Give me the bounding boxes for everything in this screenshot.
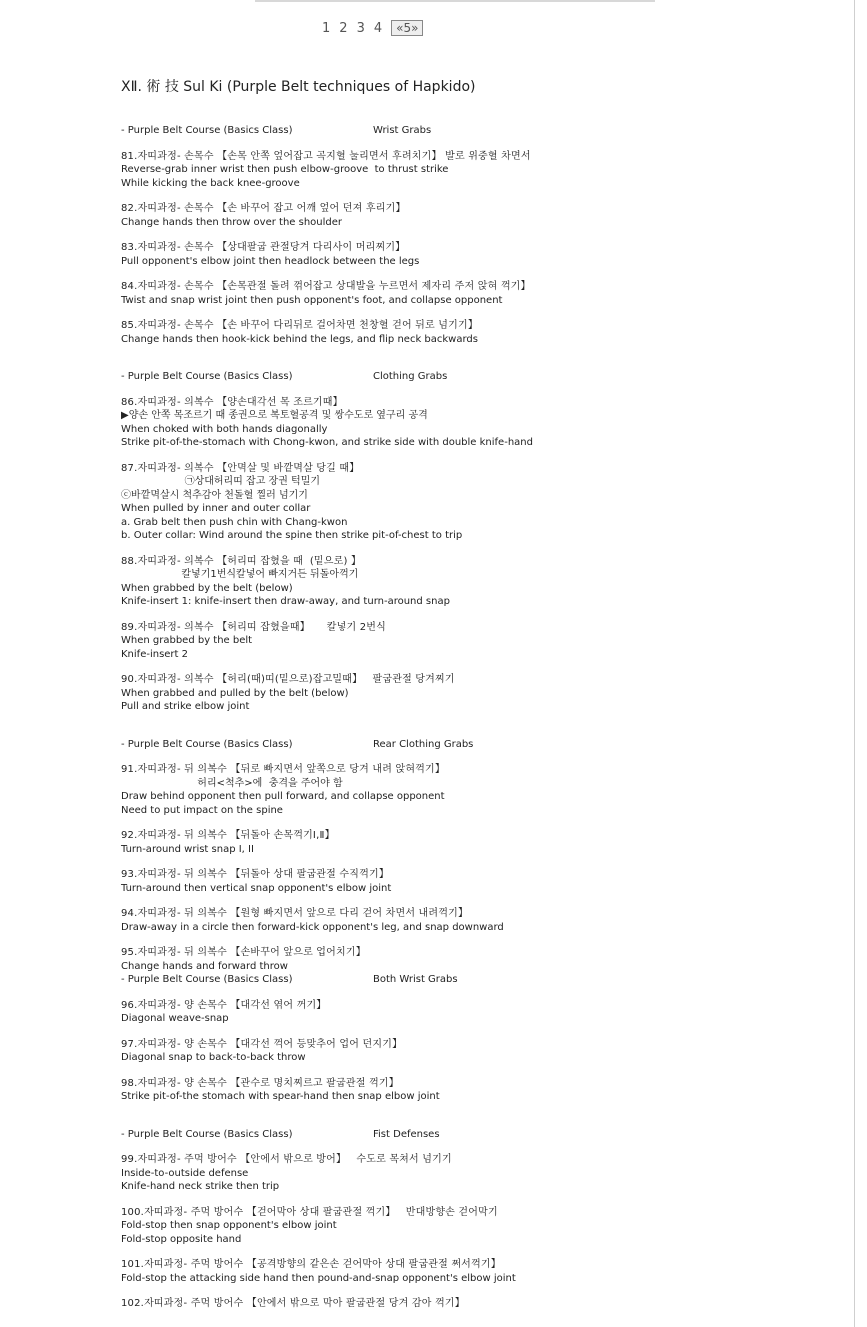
technique-heading: 97.자띠과정- 양 손목수 【대각선 꺽어 등맞추어 업어 던지기】 — [121, 1038, 403, 1050]
section-header — [121, 738, 841, 752]
section-header — [121, 124, 841, 138]
technique-line: 칼넣기1번식칼넣어 빠지거든 뒤돌아꺽기 — [121, 569, 359, 580]
technique-heading: 99.자띠과정- 주먹 방어수 【안에서 밖으로 방어】 수도로 목쳐서 넘기기 — [121, 1154, 452, 1165]
technique-list — [121, 124, 841, 1311]
technique-item — [121, 462, 841, 543]
technique-item — [121, 202, 841, 229]
technique-item — [121, 241, 841, 268]
technique-item — [121, 319, 841, 346]
category-label: Fist Defenses — [373, 1128, 440, 1140]
page-current-5[interactable]: «5» — [391, 20, 423, 36]
technique-heading: 98.자띠과정- 양 손목수 【관수로 명치찌르고 팔굽관절 꺽기】 — [121, 1077, 399, 1089]
technique-item — [121, 1297, 841, 1311]
technique-heading: 84.자띠과정- 손목수 【손목관절 돌려 꺾어잡고 상대발을 누르면서 제자리 주저 앉혀 꺽기】 — [121, 281, 531, 292]
technique-line: Turn-around then vertical snap opponent's elbow joint — [121, 882, 392, 894]
technique-item — [121, 1206, 841, 1247]
technique-item — [121, 1153, 841, 1194]
course-label: - Purple Belt Course (Basics Class) — [121, 738, 293, 750]
technique-heading: 88.자띠과정- 의복수 【허리띠 잡혔을 때 (밑으로) 】 — [121, 555, 362, 567]
technique-line: ▶양손 안쪽 목조르기 때 종권으로 복토혈공격 및 쌍수도로 옆구리 공격 — [121, 410, 428, 421]
technique-item — [121, 280, 841, 307]
category-label: Both Wrist Grabs — [373, 974, 458, 985]
technique-heading: 96.자띠과정- 양 손목수 【대각선 엮어 꺼기】 — [121, 999, 327, 1011]
technique-heading: 90.자띠과정- 의복수 【허리(때)띠(밑으로)잡고밀때】 팔굽관절 당겨찌기 — [121, 674, 455, 685]
pagination — [322, 20, 423, 36]
technique-line: Fold-stop the attacking side hand then pound-and-snap opponent's elbow joint — [121, 1272, 516, 1284]
technique-line: Diagonal snap to back-to-back throw — [121, 1052, 306, 1063]
technique-item — [121, 621, 841, 662]
technique-line: Pull and strike elbow joint — [121, 701, 250, 712]
technique-heading: 85.자띠과정- 손목수 【손 바꾸어 다리뒤로 걸어차면 천창혈 걷어 뒤로 넘기기】 — [121, 320, 479, 331]
technique-line: ⓒ바깥멱살시 척추감아 천돌혈 찔러 넘기기 — [121, 489, 308, 501]
technique-line: Strike pit-of-the stomach with spear-hand then snap elbow joint — [121, 1091, 440, 1102]
technique-item — [121, 907, 841, 934]
technique-line: Strike pit-of-the-stomach with Chong-kwon, and strike side with double knife-hand — [121, 437, 533, 448]
technique-line: Fold-stop opposite hand — [121, 1233, 242, 1245]
page-title: ⅩⅡ. 術 技 Sul Ki (Purple Belt techniques of Hapkido) — [121, 79, 476, 95]
technique-heading: 93.자띠과정- 뒤 의복수 【뒤돌아 상대 팔굽관절 수직꺽기】 — [121, 869, 390, 880]
technique-line: Fold-stop then snap opponent's elbow joint — [121, 1220, 337, 1231]
course-label: - Purple Belt Course (Basics Class) — [121, 1128, 293, 1140]
technique-item — [121, 946, 841, 973]
technique-line: Diagonal weave-snap — [121, 1013, 229, 1024]
technique-line: Draw behind opponent then pull forward, and collapse opponent — [121, 791, 445, 802]
technique-line: ㉠상대허리띠 잡고 장권 턱밀기 — [121, 476, 321, 487]
technique-item — [121, 1077, 841, 1104]
technique-line: Change hands and forward throw — [121, 960, 288, 972]
technique-item — [121, 1038, 841, 1065]
technique-line: While kicking the back knee-groove — [121, 177, 300, 189]
technique-heading: 94.자띠과정- 뒤 의복수 【원형 빠지면서 앞으로 다리 걷어 차면서 내려꺽기】 — [121, 908, 469, 919]
technique-item — [121, 555, 841, 609]
technique-item — [121, 396, 841, 450]
technique-line: When choked with both hands diagonally — [121, 423, 328, 435]
technique-heading: 102.자띠과정- 주먹 방어수 【안에서 밖으로 막아 팔굽관절 당겨 감아 꺽기】 — [121, 1298, 465, 1309]
technique-item — [121, 673, 841, 714]
technique-item — [121, 763, 841, 817]
technique-line: Pull opponent's elbow joint then headlock between the legs — [121, 255, 420, 267]
technique-heading: 92.자띠과정- 뒤 의복수 【뒤돌아 손목꺽기Ⅰ,Ⅱ】 — [121, 830, 335, 841]
technique-line: Knife-hand neck strike then trip — [121, 1181, 280, 1192]
category-label: Wrist Grabs — [373, 125, 432, 136]
technique-line: Inside-to-outside defense — [121, 1167, 249, 1179]
technique-heading: 100.자띠과정- 주먹 방어수 【걷어막아 상대 팔굽관절 꺽기】 반대방향손 걷어막기 — [121, 1206, 498, 1218]
technique-heading: 86.자띠과정- 의복수 【양손대각선 목 조르기때】 — [121, 396, 343, 408]
page-link-1[interactable]: 1 — [322, 20, 331, 36]
category-label: Clothing Grabs — [373, 371, 448, 382]
technique-line: b. Outer collar: Wind around the spine then strike pit-of-chest to trip — [121, 530, 463, 541]
technique-item — [121, 829, 841, 856]
technique-line: Twist and snap wrist joint then push opponent's foot, and collapse opponent — [121, 294, 503, 306]
technique-line: Need to put impact on the spine — [121, 804, 283, 816]
technique-line: Change hands then hook-kick behind the legs, and flip neck backwards — [121, 333, 478, 345]
technique-line: When grabbed by the belt — [121, 635, 253, 646]
technique-line: Knife-insert 2 — [121, 648, 189, 660]
technique-line: Draw-away in a circle then forward-kick opponent's leg, and snap downward — [121, 921, 504, 933]
course-label: - Purple Belt Course (Basics Class) — [121, 371, 293, 382]
technique-line: Change hands then throw over the shoulder — [121, 216, 343, 228]
technique-line: When grabbed and pulled by the belt (below) — [121, 687, 349, 699]
technique-heading: 81.자띠과정- 손목수 【손목 안쪽 엎어잡고 곡지혈 눌리면서 후려치기】 발로 위중혈 차면서 — [121, 150, 531, 162]
technique-item — [121, 868, 841, 895]
technique-line: When grabbed by the belt (below) — [121, 582, 293, 594]
technique-line: When pulled by inner and outer collar — [121, 503, 311, 514]
technique-heading: 82.자띠과정- 손목수 【손 바꾸어 잡고 어깨 엎어 던져 후리기】 — [121, 203, 406, 214]
right-border — [854, 0, 855, 1327]
technique-line: a. Grab belt then push chin with Chang-kwon — [121, 516, 348, 528]
technique-heading: 101.자띠과정- 주먹 방어수 【공격방향의 같은손 걷어막아 상대 팔굽관절 쩌서꺽기】 — [121, 1259, 501, 1270]
technique-item — [121, 150, 841, 191]
technique-item — [121, 1258, 841, 1285]
section-header — [121, 1128, 841, 1142]
section-header — [121, 370, 841, 384]
page-link-2[interactable]: 2 — [339, 20, 348, 36]
page-link-3[interactable]: 3 — [356, 20, 365, 36]
course-label: - Purple Belt Course (Basics Class) — [121, 125, 293, 136]
technique-heading: 91.자띠과정- 뒤 의복수 【뒤로 빠지면서 앞쪽으로 당겨 내려 앉혀꺽기】 — [121, 764, 446, 775]
top-border — [255, 0, 655, 2]
technique-line: Knife-insert 1: knife-insert then draw-away, and turn-around snap — [121, 596, 450, 607]
page-link-4[interactable]: 4 — [373, 20, 383, 36]
course-label: - Purple Belt Course (Basics Class) — [121, 974, 293, 985]
technique-heading: 89.자띠과정- 의복수 【허리띠 잡혔을때】 칼넣기 2번식 — [121, 621, 387, 633]
technique-line: Reverse-grab inner wrist then push elbow-groove to thrust strike — [121, 164, 449, 175]
technique-line: Turn-around wrist snap I, II — [121, 843, 254, 855]
technique-item — [121, 999, 841, 1026]
section-header — [121, 973, 841, 987]
category-label: Rear Clothing Grabs — [373, 738, 474, 750]
technique-heading: 95.자띠과정- 뒤 의복수 【손바꾸어 앞으로 업어치기】 — [121, 947, 366, 958]
technique-line: 허리<척추>에 충격을 주어야 함 — [121, 777, 343, 789]
technique-heading: 83.자띠과정- 손목수 【상대팔굽 관절당겨 다리사이 머리찌기】 — [121, 242, 406, 253]
technique-heading: 87.자띠과정- 의복수 【안멱살 및 바깥멱살 당길 때】 — [121, 462, 360, 474]
